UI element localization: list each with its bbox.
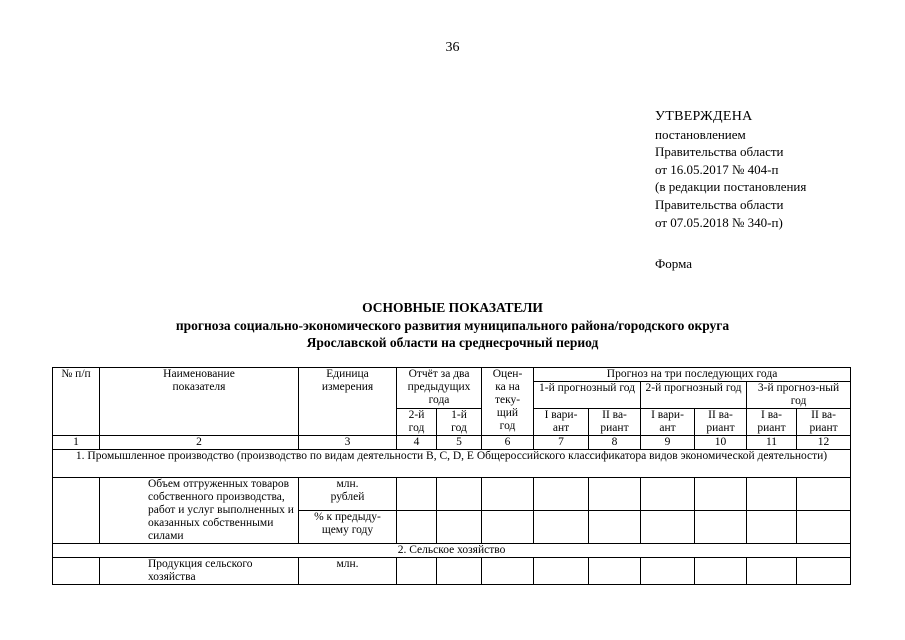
unit-million-rubles: млн. рублей xyxy=(299,478,397,511)
unit-percent-previous-year: % к предыду-щему году xyxy=(299,511,397,544)
approval-line: Правительства области xyxy=(655,144,784,160)
value-cell xyxy=(641,478,695,511)
header-forecast-year-3: 3-й прогноз-ный год xyxy=(747,382,851,409)
value-cell xyxy=(482,511,534,544)
header-report-year-2: 2-й год xyxy=(397,409,437,436)
value-cell xyxy=(589,511,641,544)
value-cell xyxy=(589,558,641,585)
title-line-1: ОСНОВНЫЕ ПОКАЗАТЕЛИ xyxy=(362,300,543,315)
approval-stamp xyxy=(655,108,806,272)
header-num: № п/п xyxy=(53,368,100,436)
value-cell xyxy=(695,478,747,511)
column-number: 3 xyxy=(299,436,397,450)
column-number: 5 xyxy=(437,436,482,450)
title-line-3: Ярославской области на среднесрочный период xyxy=(306,335,599,350)
row-number-cell xyxy=(53,478,100,544)
approval-line: от 16.05.2017 № 404-п xyxy=(655,161,779,177)
column-number: 11 xyxy=(747,436,797,450)
header-forecast-year-2: 2-й прогнозный год xyxy=(641,382,747,409)
value-cell xyxy=(437,511,482,544)
indicators-table xyxy=(52,367,851,585)
value-cell xyxy=(641,558,695,585)
value-cell xyxy=(437,478,482,511)
approval-line: от 07.05.2018 № 340-п) xyxy=(655,214,783,230)
column-number: 4 xyxy=(397,436,437,450)
value-cell xyxy=(397,511,437,544)
header-variant: I ва-риант xyxy=(747,409,797,436)
value-cell xyxy=(641,511,695,544)
value-cell xyxy=(534,558,589,585)
section-agriculture: 2. Сельское хозяйство xyxy=(53,544,851,558)
unit-million: млн. xyxy=(299,558,397,585)
approval-heading: УТВЕРЖДЕНА xyxy=(655,109,753,124)
value-cell xyxy=(482,558,534,585)
header-variant: II ва-риант xyxy=(589,409,641,436)
column-number: 6 xyxy=(482,436,534,450)
value-cell xyxy=(534,478,589,511)
value-cell xyxy=(589,478,641,511)
approval-line: Правительства области xyxy=(655,196,784,212)
form-label: Форма xyxy=(655,255,692,271)
value-cell xyxy=(397,478,437,511)
indicator-agricultural-products: Продукция сельского хозяйства xyxy=(100,558,299,585)
document-title xyxy=(0,299,905,352)
value-cell xyxy=(695,558,747,585)
approval-line: постановлением xyxy=(655,126,746,142)
value-cell xyxy=(797,558,851,585)
column-number: 1 xyxy=(53,436,100,450)
indicator-shipped-goods: Объем отгруженных товаров собственного производства, работ и услуг выполненных и оказанных собственными силами xyxy=(100,478,299,544)
header-name: Наименование показателя xyxy=(100,368,299,436)
value-cell xyxy=(695,511,747,544)
value-cell xyxy=(397,558,437,585)
header-forecast: Прогноз на три последующих года xyxy=(534,368,851,382)
value-cell xyxy=(534,511,589,544)
header-variant: II ва-риант xyxy=(797,409,851,436)
header-forecast-year-1: 1-й прогнозный год xyxy=(534,382,641,409)
header-variant: II ва-риант xyxy=(695,409,747,436)
header-estimate: Оцен-ка на теку-щий год xyxy=(482,368,534,436)
column-number: 8 xyxy=(589,436,641,450)
title-line-2: прогноза социально-экономического развития муниципального района/городского округа xyxy=(175,317,730,333)
section-industrial-production: 1. Промышленное производство (производство по видам деятельности B, C, D, E Общероссийского классификатора видов экономической деятельности) xyxy=(53,450,851,478)
column-number: 7 xyxy=(534,436,589,450)
header-variant: I вари-ант xyxy=(641,409,695,436)
value-cell xyxy=(747,558,797,585)
column-number: 9 xyxy=(641,436,695,450)
column-number: 2 xyxy=(100,436,299,450)
value-cell xyxy=(747,478,797,511)
header-report: Отчёт за два предыдущих года xyxy=(397,368,482,409)
header-report-year-1: 1-й год xyxy=(437,409,482,436)
column-number: 10 xyxy=(695,436,747,450)
column-number: 12 xyxy=(797,436,851,450)
value-cell xyxy=(482,478,534,511)
value-cell xyxy=(747,511,797,544)
page-number: 36 xyxy=(445,40,460,55)
value-cell xyxy=(437,558,482,585)
header-variant: I вари-ант xyxy=(534,409,589,436)
value-cell xyxy=(797,478,851,511)
header-unit: Единица измерения xyxy=(299,368,397,436)
approval-line: (в редакции постановления xyxy=(655,179,807,195)
row-number-cell xyxy=(53,558,100,585)
value-cell xyxy=(797,511,851,544)
